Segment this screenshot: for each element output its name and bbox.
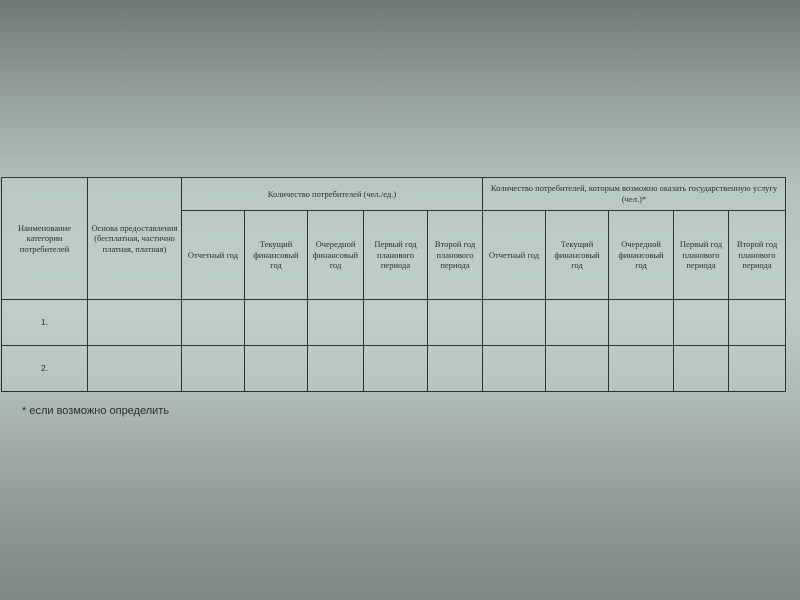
table-cell	[546, 346, 609, 392]
table-cell	[245, 300, 308, 346]
table-cell	[308, 346, 364, 392]
table-cell	[483, 300, 546, 346]
subheader-next-year-2: Очередной финансовый год	[609, 211, 674, 300]
subheader-plan-year-2-2: Второй год планового периода	[729, 211, 786, 300]
table-cell	[428, 300, 483, 346]
table-cell	[674, 346, 729, 392]
table-cell	[674, 300, 729, 346]
subheader-reporting-year-2: Отчетный год	[483, 211, 546, 300]
header-category-name: Наименование категории потребителей	[2, 178, 88, 300]
table-cell	[483, 346, 546, 392]
table-cell	[729, 346, 786, 392]
row-label: 1.	[2, 300, 88, 346]
subheader-reporting-year: Отчетный год	[182, 211, 245, 300]
table-cell	[364, 300, 428, 346]
table-row	[2, 300, 786, 346]
table-cell	[609, 346, 674, 392]
subheader-plan-year-2: Второй год планового периода	[428, 211, 483, 300]
table-cell	[182, 300, 245, 346]
table-cell	[609, 300, 674, 346]
header-possible-consumers: Количество потребителей, которым возможно оказать государственную услугу (чел.)*	[483, 178, 786, 211]
subheader-next-year: Очередной финансовый год	[308, 211, 364, 300]
header-consumers-count: Количество потребителей (чел./ед.)	[182, 178, 483, 211]
header-basis: Основа предоставления (бесплатная, частично платная, платная)	[88, 178, 182, 300]
row-label: 2.	[2, 346, 88, 392]
table-cell	[308, 300, 364, 346]
subheader-plan-year-1: Первый год планового периода	[364, 211, 428, 300]
consumers-table	[1, 177, 786, 392]
subheader-current-year: Текущий финансовый год	[245, 211, 308, 300]
table-cell	[729, 300, 786, 346]
footnote: * если возможно определить	[22, 405, 170, 417]
table-cell	[428, 346, 483, 392]
table-cell	[182, 346, 245, 392]
table-cell	[88, 300, 182, 346]
table-cell	[245, 346, 308, 392]
table-cell	[88, 346, 182, 392]
table-cell	[364, 346, 428, 392]
subheader-plan-year-1-2: Первый год планового периода	[674, 211, 729, 300]
table-cell	[546, 300, 609, 346]
table-row	[2, 346, 786, 392]
subheader-current-year-2: Текущий финансовый год	[546, 211, 609, 300]
